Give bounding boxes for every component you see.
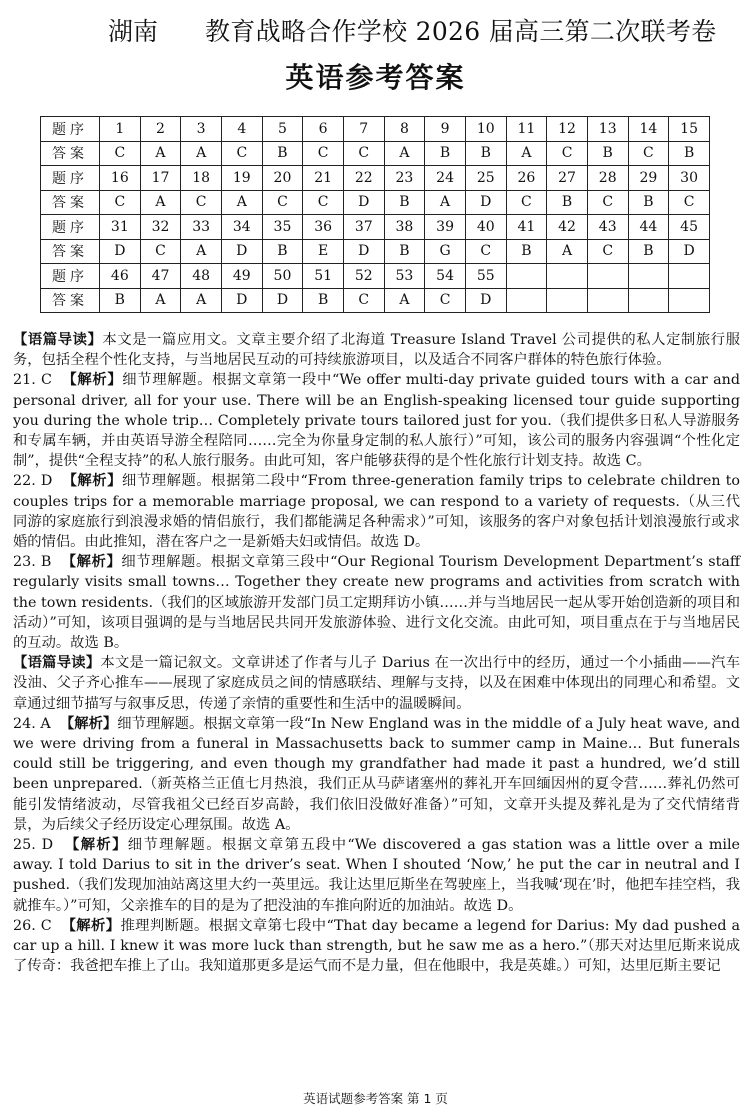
answer-cell: D bbox=[221, 288, 262, 313]
answer-row bbox=[41, 141, 710, 166]
answer-cell: C bbox=[262, 190, 303, 215]
answer-cell: B bbox=[628, 239, 669, 264]
question-number-cell: 12 bbox=[547, 117, 588, 142]
answer-cell: C bbox=[100, 141, 141, 166]
question-number-cell: 34 bbox=[221, 215, 262, 240]
question-number-cell: 41 bbox=[506, 215, 547, 240]
exam-name: 教育战略合作学校 2026 届高三第二次联考卷 bbox=[205, 17, 717, 46]
answer-cell: B bbox=[384, 190, 425, 215]
answer-cell: C bbox=[506, 190, 547, 215]
answer-cell: A bbox=[181, 239, 222, 264]
question-number-cell: 48 bbox=[181, 264, 222, 289]
answer-cell: D bbox=[343, 239, 384, 264]
answer-cell: B bbox=[303, 288, 344, 313]
answer-cell: C bbox=[547, 141, 588, 166]
exam-header bbox=[0, 8, 751, 48]
answer-row bbox=[41, 288, 710, 313]
passage-guide: 【语篇导读】本文是一篇记叙文。文章讲述了作者与儿子 Darius 在一次出行中的经历，通过一个小插曲——汽车没油、父子齐心推车——展现了家庭成员之间的情感联结、理解与支持，以及在困难中体现出的同理心和希望。文章通过细节描写与叙事反思，传递了亲情的重要性和生活中的温暖瞬间。 bbox=[13, 655, 740, 712]
row-label: 答案 bbox=[41, 288, 100, 313]
answer-cell: A bbox=[140, 288, 181, 313]
question-number-cell: 53 bbox=[384, 264, 425, 289]
question-number-cell bbox=[587, 264, 628, 289]
question-number-cell: 36 bbox=[303, 215, 344, 240]
question-explanation: 26. C 【解析】推理判断题。根据文章第七段中“That day became a legend for Darius: My dad pushed a car up a hill. I knew it was more luck than strength, but he saw me as a hero.”（那天对达里厄斯来说成了传奇：我爸把车推上了山。我知道那更多是运气而不是力量，但在他眼中，我是英雄。）可知，达里厄斯主要记 bbox=[13, 917, 740, 975]
answer-explanations bbox=[13, 330, 740, 977]
question-number-cell: 51 bbox=[303, 264, 344, 289]
question-explanation: 23. B 【解析】细节理解题。根据文章第三段中“Our Regional Tourism Development Department’s staff regularly visits small towns… Together they create new programs and activities from scratch with the town residents.（我们的区域旅游开发部门员工定期拜访小镇……并与当地居民一起从零开始创造新的项目和活动）”可知，该项目强调的是与当地居民共同开发旅游体验、进行文化交流。由此可知，项目重点在于与当地居民的互动。故选 B。 bbox=[13, 554, 740, 652]
question-explanation: 22. D 【解析】细节理解题。根据第二段中“From three-generation family trips to celebrate children to couples trips for a memorable marriage proposal, we can respond to a variety of requests.（从三代同游的家庭旅行到浪漫求婚的情侣旅行，我们都能满足各种需求）”可知，该服务的客户对象包括计划浪漫旅行或求婚的情侣。由此推知，潜在客户之一是新婚夫妇或情侣。故选 D。 bbox=[13, 473, 741, 551]
answer-cell bbox=[669, 288, 710, 313]
question-number-cell: 21 bbox=[303, 166, 344, 191]
page-footer: 英语试题参考答案 第 1 页 bbox=[303, 1091, 448, 1106]
answer-cell: A bbox=[221, 190, 262, 215]
answer-cell: C bbox=[181, 190, 222, 215]
question-number-cell: 26 bbox=[506, 166, 547, 191]
answer-cell bbox=[587, 288, 628, 313]
answer-cell: C bbox=[140, 239, 181, 264]
answer-cell: C bbox=[343, 288, 384, 313]
question-number-cell: 54 bbox=[425, 264, 466, 289]
question-explanation: 21. C 【解析】细节理解题。根据文章第一段中“We offer multi-day private guided tours with a car and personal driver, all for your use. There will be an English-speaking licensed tour guide supporting you during the whole trip… Completely private tours tailored just for you.（我们提供多日私人导游服务和专属车辆，并由英语导游全程陪同……完全为你量身定制的私人旅行）”可知，该公司的服务内容强调“个性化定制”，提供“全程支持”的私人旅行服务。由此可知，客户能够获得的是个性化旅行计划支持。故选 C。 bbox=[13, 372, 740, 470]
answer-cell: C bbox=[425, 288, 466, 313]
answer-cell: B bbox=[587, 141, 628, 166]
question-number-cell: 49 bbox=[221, 264, 262, 289]
region-label: 湖南 bbox=[108, 17, 159, 46]
question-number-cell: 39 bbox=[425, 215, 466, 240]
question-number-cell: 50 bbox=[262, 264, 303, 289]
question-number-cell: 38 bbox=[384, 215, 425, 240]
answer-cell: D bbox=[221, 239, 262, 264]
question-number-cell bbox=[547, 264, 588, 289]
question-number-cell: 3 bbox=[181, 117, 222, 142]
row-label: 题序 bbox=[41, 264, 100, 289]
question-number-cell: 14 bbox=[628, 117, 669, 142]
question-number-cell: 29 bbox=[628, 166, 669, 191]
answer-cell: C bbox=[465, 239, 506, 264]
question-number-cell: 42 bbox=[547, 215, 588, 240]
answer-table bbox=[40, 116, 710, 313]
question-number-cell: 37 bbox=[343, 215, 384, 240]
answer-cell: C bbox=[628, 141, 669, 166]
answer-cell: A bbox=[384, 288, 425, 313]
answer-cell: B bbox=[262, 141, 303, 166]
question-number-cell: 2 bbox=[140, 117, 181, 142]
answer-cell: D bbox=[343, 190, 384, 215]
question-number-cell: 23 bbox=[384, 166, 425, 191]
question-number-cell: 30 bbox=[669, 166, 710, 191]
answer-row bbox=[41, 190, 710, 215]
question-number-row bbox=[41, 264, 710, 289]
answer-cell: A bbox=[181, 141, 222, 166]
answer-cell: B bbox=[425, 141, 466, 166]
question-number-cell: 31 bbox=[100, 215, 141, 240]
answer-cell: C bbox=[303, 190, 344, 215]
answer-cell: A bbox=[140, 141, 181, 166]
row-label: 答案 bbox=[41, 141, 100, 166]
question-number-cell: 32 bbox=[140, 215, 181, 240]
answer-cell: B bbox=[547, 190, 588, 215]
question-number-cell: 24 bbox=[425, 166, 466, 191]
question-number-cell: 7 bbox=[343, 117, 384, 142]
answer-cell: D bbox=[465, 190, 506, 215]
answer-cell: B bbox=[262, 239, 303, 264]
question-number-cell bbox=[628, 264, 669, 289]
answer-cell: D bbox=[465, 288, 506, 313]
question-number-cell: 17 bbox=[140, 166, 181, 191]
question-number-cell: 55 bbox=[465, 264, 506, 289]
answer-row bbox=[41, 239, 710, 264]
question-number-row bbox=[41, 166, 710, 191]
question-number-row bbox=[41, 215, 710, 240]
answer-cell: C bbox=[343, 141, 384, 166]
answer-cell bbox=[628, 288, 669, 313]
answer-cell: A bbox=[547, 239, 588, 264]
passage-guide: 【语篇导读】本文是一篇应用文。文章主要介绍了北海道 Treasure Island Travel 公司提供的私人定制旅行服务，包括全程个性化支持，与当地居民互动的可持续旅游项目，以及适合不同客户群体的特色旅行体验。 bbox=[13, 332, 740, 369]
answer-cell: D bbox=[262, 288, 303, 313]
question-number-cell: 15 bbox=[669, 117, 710, 142]
question-number-cell: 52 bbox=[343, 264, 384, 289]
question-number-cell: 45 bbox=[669, 215, 710, 240]
question-number-cell bbox=[669, 264, 710, 289]
question-number-cell: 47 bbox=[140, 264, 181, 289]
answer-cell: C bbox=[587, 190, 628, 215]
question-number-cell: 11 bbox=[506, 117, 547, 142]
answer-cell: G bbox=[425, 239, 466, 264]
question-number-cell: 10 bbox=[465, 117, 506, 142]
row-label: 题序 bbox=[41, 166, 100, 191]
question-number-cell bbox=[506, 264, 547, 289]
answer-cell: C bbox=[100, 190, 141, 215]
question-number-cell: 16 bbox=[100, 166, 141, 191]
row-label: 答案 bbox=[41, 239, 100, 264]
answer-cell: E bbox=[303, 239, 344, 264]
answer-cell: B bbox=[100, 288, 141, 313]
answer-cell: A bbox=[506, 141, 547, 166]
question-number-cell: 35 bbox=[262, 215, 303, 240]
question-number-cell: 25 bbox=[465, 166, 506, 191]
question-number-cell: 13 bbox=[587, 117, 628, 142]
row-label: 题序 bbox=[41, 215, 100, 240]
question-number-cell: 6 bbox=[303, 117, 344, 142]
question-number-cell: 40 bbox=[465, 215, 506, 240]
question-number-cell: 22 bbox=[343, 166, 384, 191]
question-number-cell: 20 bbox=[262, 166, 303, 191]
question-number-row bbox=[41, 117, 710, 142]
row-label: 答案 bbox=[41, 190, 100, 215]
answer-cell: D bbox=[100, 239, 141, 264]
answer-cell: A bbox=[140, 190, 181, 215]
question-explanation: 25. D 【解析】细节理解题。根据文章第五段中“We discovered a gas station was a little over a mile away. I told Darius to sit in the driver’s seat. When I shouted ‘Now,’ he put the car in neutral and I pushed.（我们发现加油站离这里大约一英里远。我让达里厄斯坐在驾驶座上，当我喊‘现在’时，他把车挂空档，我就推车。）”可知，父亲推车的目的是为了把没油的车推向附近的加油站。故选 D。 bbox=[13, 837, 740, 914]
answer-cell: C bbox=[303, 141, 344, 166]
answer-cell: A bbox=[425, 190, 466, 215]
answer-cell: C bbox=[669, 190, 710, 215]
question-number-cell: 8 bbox=[384, 117, 425, 142]
question-number-cell: 27 bbox=[547, 166, 588, 191]
answer-cell: B bbox=[465, 141, 506, 166]
question-number-cell: 4 bbox=[221, 117, 262, 142]
question-number-cell: 44 bbox=[628, 215, 669, 240]
answer-cell: C bbox=[221, 141, 262, 166]
answer-cell: A bbox=[181, 288, 222, 313]
answer-cell bbox=[506, 288, 547, 313]
question-number-cell: 46 bbox=[100, 264, 141, 289]
answer-cell: D bbox=[669, 239, 710, 264]
question-number-cell: 43 bbox=[587, 215, 628, 240]
answer-cell bbox=[547, 288, 588, 313]
question-explanation: 24. A 【解析】细节理解题。根据文章第一段“In New England was in the middle of a July heat wave, and we were driving from a funeral in Massachusetts back to summer camp in Maine… But funerals could still be triggering, and even though my grandfather had made it past a hundred, we’d still been unprepared.（新英格兰正值七月热浪，我们正从马萨诸塞州的葬礼开车回缅因州的夏令营……葬礼仍然可能引发情绪波动，尽管我祖父已经百岁高龄，我们依旧没做好准备）”可知，文章开头提及葬礼是为了交代情绪背景，为后续父子经历设定心理氛围。故选 A。 bbox=[13, 715, 741, 833]
question-number-cell: 18 bbox=[181, 166, 222, 191]
answer-cell: B bbox=[628, 190, 669, 215]
answer-cell: A bbox=[384, 141, 425, 166]
question-number-cell: 28 bbox=[587, 166, 628, 191]
answer-cell: B bbox=[384, 239, 425, 264]
answer-cell: B bbox=[506, 239, 547, 264]
answer-cell: C bbox=[587, 239, 628, 264]
answer-cell: B bbox=[669, 141, 710, 166]
question-number-cell: 33 bbox=[181, 215, 222, 240]
question-number-cell: 9 bbox=[425, 117, 466, 142]
row-label: 题序 bbox=[41, 117, 100, 142]
question-number-cell: 19 bbox=[221, 166, 262, 191]
question-number-cell: 1 bbox=[100, 117, 141, 142]
question-number-cell: 5 bbox=[262, 117, 303, 142]
page-title: 英语参考答案 bbox=[285, 61, 466, 94]
